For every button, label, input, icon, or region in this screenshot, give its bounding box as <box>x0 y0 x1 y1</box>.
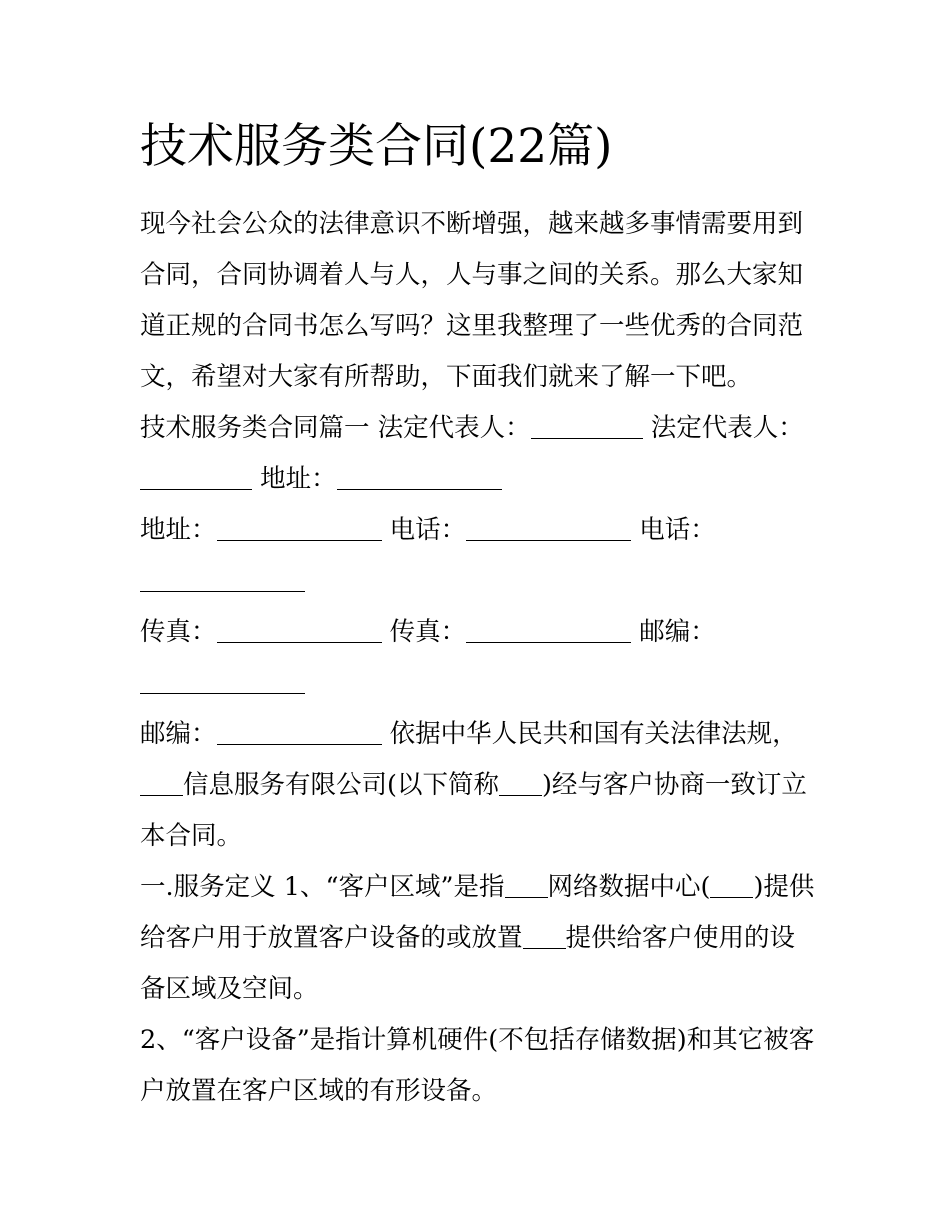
postcode-blank-party-b <box>217 718 382 745</box>
address-label-party-b: 地址： <box>140 515 217 545</box>
clause-1-text-c: )提供给客户用于放置客户设备的或放置 <box>140 872 815 953</box>
address-blank-party-b <box>217 514 382 541</box>
clause-1-text-d: 提供给客户使用的设备区域及空间。 <box>140 923 796 1004</box>
fax-label-party-b: 传真： <box>389 617 467 647</box>
contract-heading: 技术服务类合同篇一 <box>140 413 370 443</box>
address-blank-party-a <box>337 463 502 490</box>
document-body <box>140 199 820 1117</box>
fax-blank-party-a <box>217 616 382 643</box>
postcode-label-party-a: 邮编： <box>639 617 716 647</box>
legal-rep-blank-party-a <box>531 412 643 439</box>
fax-blank-party-b <box>466 616 631 643</box>
postcode-label-party-b: 邮编： <box>140 719 217 749</box>
fax-label-party-a: 传真： <box>140 617 217 647</box>
data-center-name-blank <box>505 871 548 898</box>
phone-label-party-b: 电话： <box>639 515 716 545</box>
parties-line-2 <box>140 505 820 607</box>
legal-rep-blank-party-b <box>140 463 252 490</box>
parties-line-3 <box>140 607 820 709</box>
document-title: 技术服务类合同(22篇) <box>140 119 613 174</box>
clause-1-text-a: 1、“客户区域”是指 <box>283 872 505 902</box>
postcode-blank-party-a <box>140 667 305 694</box>
legal-rep-label-party-b: 法定代表人： <box>650 413 804 443</box>
parties-line-1 <box>140 403 820 505</box>
preamble-lead: 依据中华人民共和国有关法律法规， <box>389 719 798 749</box>
phone-label-party-a: 电话： <box>389 515 467 545</box>
preamble-mid: 信息服务有限公司(以下简称 <box>183 770 499 800</box>
phone-blank-party-a <box>466 514 631 541</box>
clause-2: 2、“客户设备”是指计算机硬件(不包括存储数据)和其它被客户放置在客户区域的有形设备。 <box>140 1025 815 1106</box>
intro-paragraph: 现今社会公众的法律意识不断增强，越来越多事情需要用到合同，合同协调着人与人，人与事之间的关系。那么大家知道正规的合同书怎么写吗？这里我整理了一些优秀的合同范文，希望对大家有所帮助，下面我们就来了解一下吧。 <box>140 209 804 392</box>
legal-rep-label-party-a: 法定代表人： <box>377 413 531 443</box>
short-name-blank <box>499 769 542 796</box>
section-1-heading: 一.服务定义 <box>140 872 276 902</box>
clause-1 <box>140 862 820 1015</box>
phone-blank-party-b <box>140 565 305 592</box>
data-center-short-blank <box>710 871 753 898</box>
clause-1-text-b: 网络数据中心( <box>547 872 711 902</box>
provider-blank <box>523 922 566 949</box>
preamble-tail: )经与客户协商一致订立本合同。 <box>140 770 807 851</box>
preamble-paragraph <box>140 709 820 862</box>
company-name-blank <box>140 769 183 796</box>
address-label-party-a: 地址： <box>260 464 337 494</box>
